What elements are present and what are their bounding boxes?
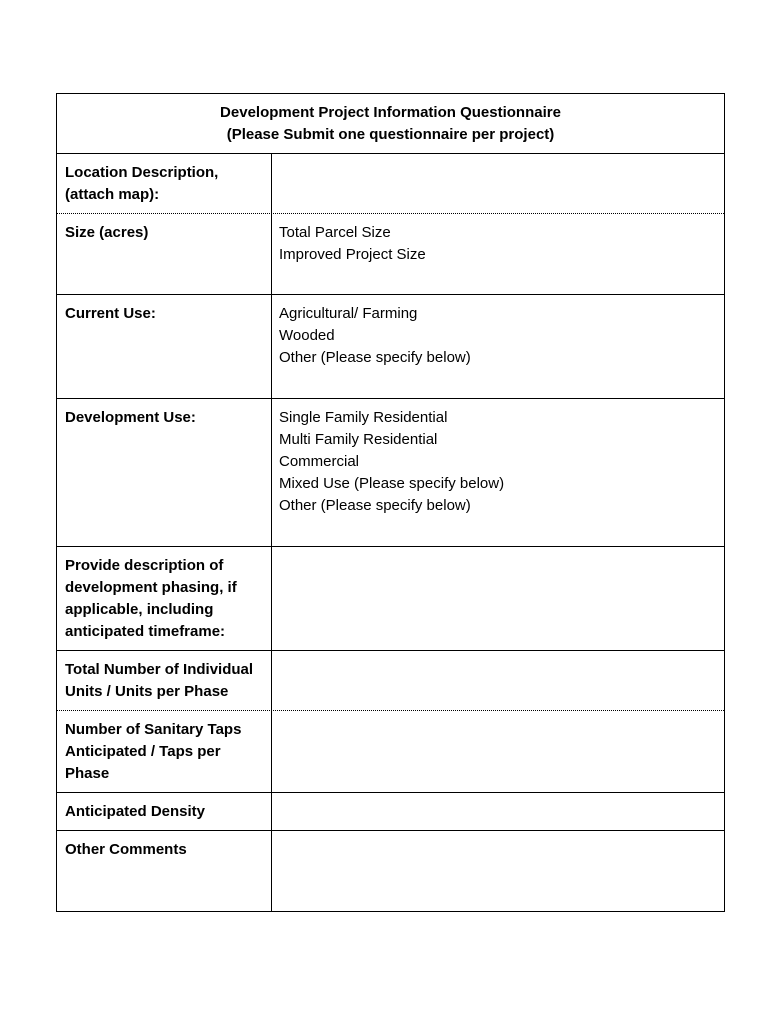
development-phasing-label: Provide description of development phasing, if applicable, including anticipated timeframe:: [57, 547, 272, 650]
questionnaire-form: [56, 93, 725, 912]
location-description-field[interactable]: [272, 154, 724, 213]
size-option-improved-project: Improved Project Size: [279, 246, 426, 263]
size-label: Size (acres): [57, 214, 272, 294]
development-use-field[interactable]: [272, 399, 724, 546]
row-size: [57, 214, 724, 295]
anticipated-density-field[interactable]: [272, 793, 724, 830]
development-use-label: Development Use:: [57, 399, 272, 546]
row-development-use: [57, 399, 724, 547]
development-use-option-other: Other (Please specify below): [279, 497, 471, 514]
row-total-units: [57, 651, 724, 711]
other-comments-field[interactable]: [272, 831, 724, 911]
development-use-option-mixed-use: Mixed Use (Please specify below): [279, 475, 505, 492]
location-description-label: Location Description, (attach map):: [57, 154, 272, 213]
total-units-label: Total Number of Individual Units / Units per Phase: [57, 651, 272, 710]
form-subtitle: (Please Submit one questionnaire per project): [226, 126, 555, 143]
row-sanitary-taps: [57, 711, 724, 793]
other-comments-label: Other Comments: [57, 831, 272, 911]
sanitary-taps-label: Number of Sanitary Taps Anticipated / Taps per Phase: [57, 711, 272, 792]
size-field[interactable]: [272, 214, 724, 294]
development-use-option-single-family: Single Family Residential: [279, 409, 448, 426]
development-use-option-multi-family: Multi Family Residential: [279, 431, 438, 448]
current-use-label: Current Use:: [57, 295, 272, 398]
current-use-field[interactable]: [272, 295, 724, 398]
current-use-option-agricultural: Agricultural/ Farming: [279, 305, 418, 322]
row-location-description: [57, 154, 724, 214]
sanitary-taps-field[interactable]: [272, 711, 724, 792]
form-header: [57, 94, 724, 154]
anticipated-density-label: Anticipated Density: [57, 793, 272, 830]
current-use-option-other: Other (Please specify below): [279, 349, 471, 366]
row-anticipated-density: [57, 793, 724, 831]
row-other-comments: [57, 831, 724, 911]
row-development-phasing: [57, 547, 724, 651]
current-use-option-wooded: Wooded: [279, 327, 335, 344]
form-title: Development Project Information Questionnaire: [220, 104, 561, 121]
total-units-field[interactable]: [272, 651, 724, 710]
development-use-option-commercial: Commercial: [279, 453, 360, 470]
development-phasing-field[interactable]: [272, 547, 724, 650]
size-option-total-parcel: Total Parcel Size: [279, 224, 391, 241]
row-current-use: [57, 295, 724, 399]
